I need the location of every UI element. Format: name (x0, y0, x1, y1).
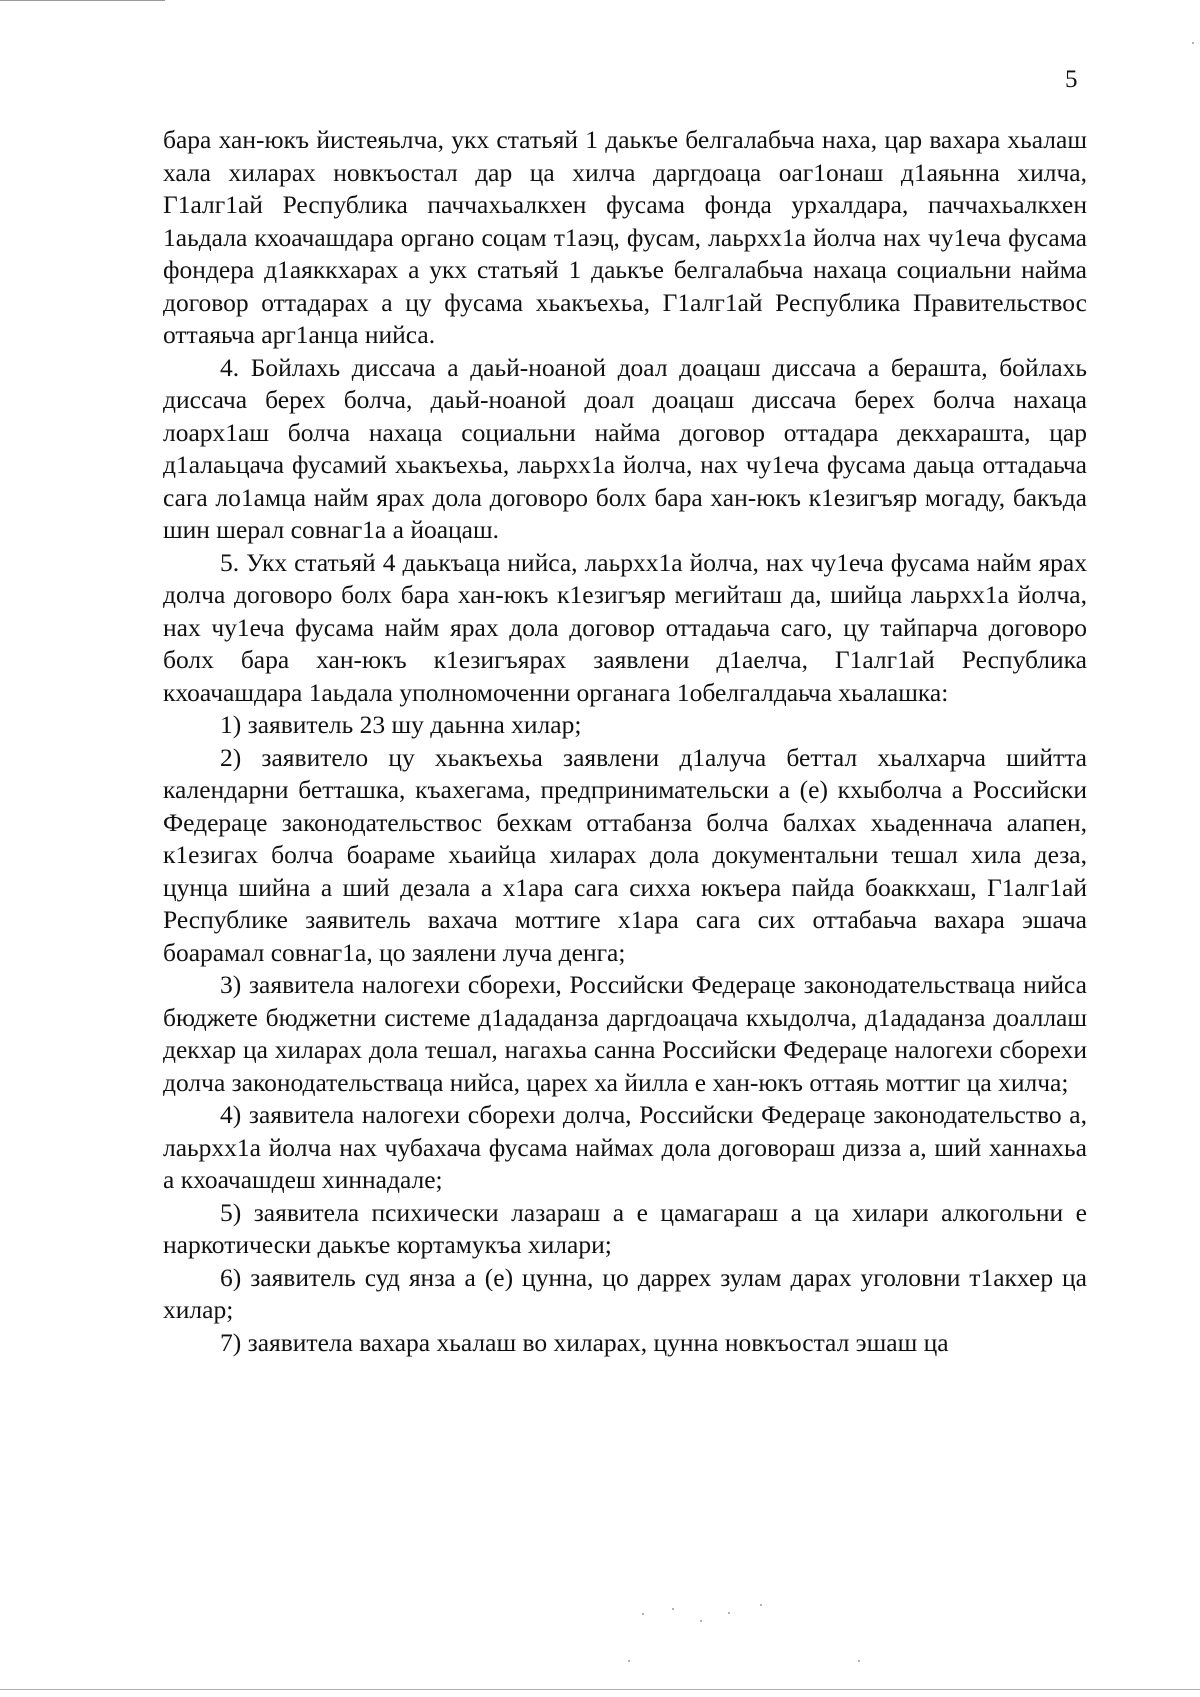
list-item-6: 6) заявитель суд янза а (е) цунна, цо даррех зулам дарах уголовни т1акхер ца хилар; (163, 1262, 1087, 1324)
scan-speck (858, 1660, 860, 1662)
scan-speck (760, 1604, 762, 1606)
paragraph-item-4: 4. Бойлахь диссача а даьй-ноаной доал доацаш диссача а берашта, бойлахь диссача берех болча, даьй-ноаной доал доацаш диссача берех болча нахаца лоарх1аш болча нахаца социальни найма договор оттадара декхарашта, цар д1алаьцача фусамий хьакъехьа, лаьрхх1а йолча, нах чу1еча фусама даьца оттадаьча сага ло1амца найм ярах дола договоро болх бара хан-юкъ к1езигъяр могаду, бакъда шин шерал совнаг1а а йоацаш. (163, 352, 1087, 544)
scan-speck (628, 1660, 630, 1662)
scan-speck (728, 1612, 730, 1614)
list-item-5: 5) заявитела психически лазараш а е цамагараш а ца хилари алкогольни е наркотически даькъе кортамукъа хилари; (163, 1197, 1087, 1259)
scan-speck (672, 1608, 674, 1610)
scan-speck (700, 1620, 702, 1622)
paragraph-continuation: бара хан-юкъ йистеяьлча, укх статьяй 1 даькъе белгалабьча наха, цар вахара хьалаш хала хиларах новкъостал дар ца хилча даргдоаца оаг1онаш д1аяьнна хилча, Г1алг1ай Республика паччахьалкхен фусама фонда урхалдара, паччахьалкхен 1аьдала кхоачашдара органо соцам т1аэц, фусам, лаьрхх1а йолча нах чу1еча фусама фондера д1аяккхарах а укх статьяй 1 даькъе белгалабьча нахаца социальни найма договор оттадарах а цу фусама хьакъехьа, Г1алг1ай Республика Правительствос оттаяьча арг1анца нийса. (163, 125, 1087, 349)
page-number: 5 (1065, 66, 1078, 93)
scan-speck (642, 1613, 644, 1615)
list-item-4: 4) заявитела налогехи сборехи долча, Российски Федераце законодательство а, лаьрхх1а йолча нах чубахача фусама наймах дола договораш дизза а, ший ханнахьа а кхоачашдеш хиннадале; (163, 1100, 1087, 1194)
list-item-3: 3) заявитела налогехи сборехи, Российски Федераце законодательстваца нийса бюджете бюджетни системе д1ададанза даргдоацача кхыдолча, д1ададанза доаллаш декхар ца хиларах дола тешал, нагахьа санна Российски Федераце налогехи сборехи долча законодательстваца нийса, царех ха йилла е хан-юкъ оттаяь моттиг ца хилча; (163, 970, 1087, 1097)
scan-speck (1192, 42, 1194, 44)
paragraph-item-5: 5. Укх статьяй 4 даькъаца нийса, лаьрхх1а йолча, нах чу1еча фусама найм ярах долча договоро болх бара хан-юкъ к1езигъяр мегийташ да, шийца лаьрхх1а йолча, нах чу1еча фусама найм ярах дола договор оттадаьча саго, цу тайпарча договоро болх бара хан-юкъ к1езигъярах заявлени д1аелча, Г1алг1ай Республика кхоачашдара 1аьдала уполномоченни органага 1обелгалдаьча хьалашка: (163, 547, 1087, 707)
scan-edge-line (0, 1689, 1200, 1690)
list-item-1: 1) заявитель 23 шу даьнна хилар; (220, 710, 582, 739)
document-body (163, 124, 1087, 1359)
list-item-2: 2) заявитело цу хьакъехьа заявлени д1алуча беттал хьалхарча шийтта календарни бетташка, къахегама, предпринимательски а (е) кхыболча а Российски Федераце законодательствос бехкам оттабанза болча балхах хьаденнача алапен, к1езигах болча боараме хьаийца хиларах дола документальни тешал хила деза, цунца шийна а ший дезала а х1ара сага сихха юкъера пайда боаккхаш, Г1алг1ай Республике заявитель вахача моттиге х1ара сага сих оттабаьча вахара эшача боарамал совнаг1а, цо заялени луча денга; (163, 742, 1087, 967)
list-item-7: 7) заявитела вахара хьалаш во хиларах, цунна новкъостал эшаш ца (220, 1327, 949, 1357)
scan-edge-line (0, 0, 165, 1)
